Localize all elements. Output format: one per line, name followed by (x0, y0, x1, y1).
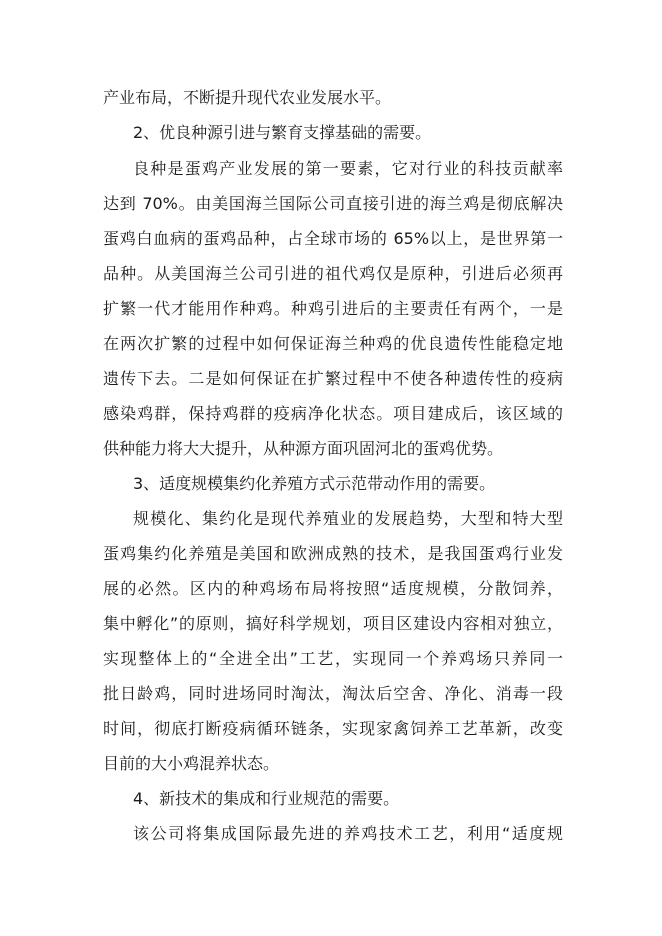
text-line: 批日龄鸡，同时进场同时淘汰，淘汰后空舍、净化、消毒一段 (103, 684, 563, 703)
text-line: 遗传下去。二是如何保证在扩繁过程中不使各种遗传性的疫病 (103, 369, 563, 388)
text-line: 实现整体上的“全进全出”工艺，实现同一个养鸡场只养同一 (103, 649, 563, 668)
text-line: 集中孵化”的原则，搞好科学规划，项目区建设内容相对独立， (103, 614, 563, 633)
section-heading-3: 3、适度规模集约化养殖方式示范带动作用的需要。 (133, 474, 496, 493)
text-line: 扩繁一代才能用作种鸡。种鸡引进后的主要责任有两个，一是 (103, 299, 563, 318)
section-heading-2: 2、优良种源引进与繁育支撑基础的需要。 (133, 123, 432, 142)
text-line: 蛋鸡白血病的蛋鸡品种，占全球市场的 65%以上，是世界第一 (103, 229, 563, 248)
text-line: 产业布局，不断提升现代农业发展水平。 (103, 88, 392, 107)
text-line: 蛋鸡集约化养殖是美国和欧洲成熟的技术，是我国蛋鸡行业发 (103, 544, 563, 563)
text-line: 在两次扩繁的过程中如何保证海兰种鸡的优良遗传性能稳定地 (103, 334, 563, 353)
text-line: 时间，彻底打断疫病循环链条，实现家禽饲养工艺革新，改变 (103, 719, 563, 738)
text-line: 展的必然。区内的种鸡场布局将按照“适度规模，分散饲养， (103, 579, 563, 598)
section-heading-4: 4、新技术的集成和行业规范的需要。 (133, 789, 400, 808)
text-line: 达到 70%。由美国海兰国际公司直接引进的海兰鸡是彻底解决 (103, 194, 563, 213)
paragraph-first-line: 良种是蛋鸡产业发展的第一要素，它对行业的科技贡献率 (133, 159, 563, 178)
paragraph-first-line: 该公司将集成国际最先进的养鸡技术工艺，利用“适度规 (133, 824, 563, 843)
text-line: 感染鸡群，保持鸡群的疫病净化状态。项目建成后，该区域的 (103, 404, 563, 423)
text-line: 供种能力将大大提升，从种源方面巩固河北的蛋鸡优势。 (103, 439, 504, 458)
paragraph-first-line: 规模化、集约化是现代养殖业的发展趋势，大型和特大型 (133, 509, 563, 528)
text-line: 品种。从美国海兰公司引进的祖代鸡仅是原种，引进后必须再 (103, 264, 563, 283)
text-line: 目前的大小鸡混养状态。 (103, 754, 280, 773)
